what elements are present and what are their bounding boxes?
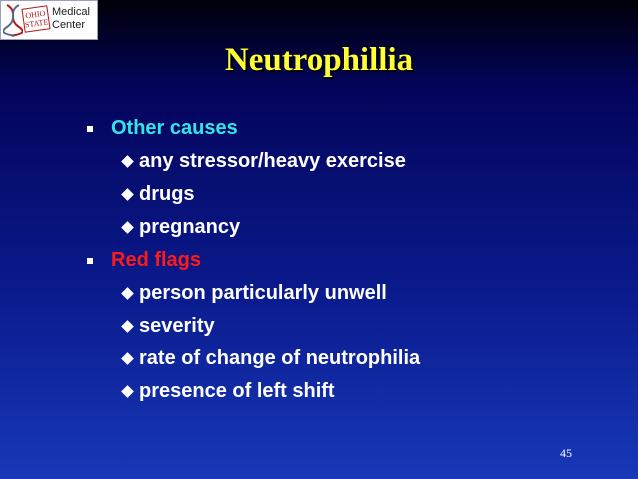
diamond-bullet-icon (121, 221, 134, 234)
logo-name (52, 6, 90, 32)
list-item-text: drugs (139, 183, 195, 205)
ohio-state-stamp (21, 5, 50, 32)
list-item (121, 183, 195, 205)
diamond-bullet-icon (121, 287, 134, 300)
diamond-bullet-icon (121, 385, 134, 398)
dna-helix-icon (3, 3, 23, 37)
stamp-line-2: STATE (24, 17, 49, 30)
slide-title: Neutrophillia (224, 42, 414, 78)
list-item (121, 315, 215, 337)
list-item (121, 380, 335, 402)
diamond-bullet-icon (121, 188, 134, 201)
list-item-text: presence of left shift (139, 380, 335, 402)
diamond-bullet-icon (121, 320, 134, 333)
list-item-text: rate of change of neutrophilia (139, 347, 421, 369)
list-item-text: severity (139, 315, 215, 337)
section-heading-red-flags: Red flags (111, 249, 202, 271)
logo-name-line-1: Medical (52, 6, 90, 18)
square-bullet-icon (87, 126, 93, 132)
list-item (121, 282, 387, 304)
stamp-line-1: OHIO (24, 8, 46, 21)
list-item-text: pregnancy (139, 216, 241, 238)
list-item (121, 347, 420, 369)
page-number: 45 (560, 446, 572, 460)
medical-center-logo (0, 0, 98, 40)
section-heading-other-causes: Other causes (111, 117, 238, 139)
square-bullet-icon (87, 258, 93, 264)
diamond-bullet-icon (121, 155, 134, 168)
list-item-text: person particularly unwell (139, 282, 387, 304)
logo-name-line-2: Center (52, 19, 86, 31)
diamond-bullet-icon (121, 352, 134, 365)
list-item (121, 150, 406, 172)
list-item-text: any stressor/heavy exercise (139, 150, 406, 172)
list-item (121, 216, 240, 238)
